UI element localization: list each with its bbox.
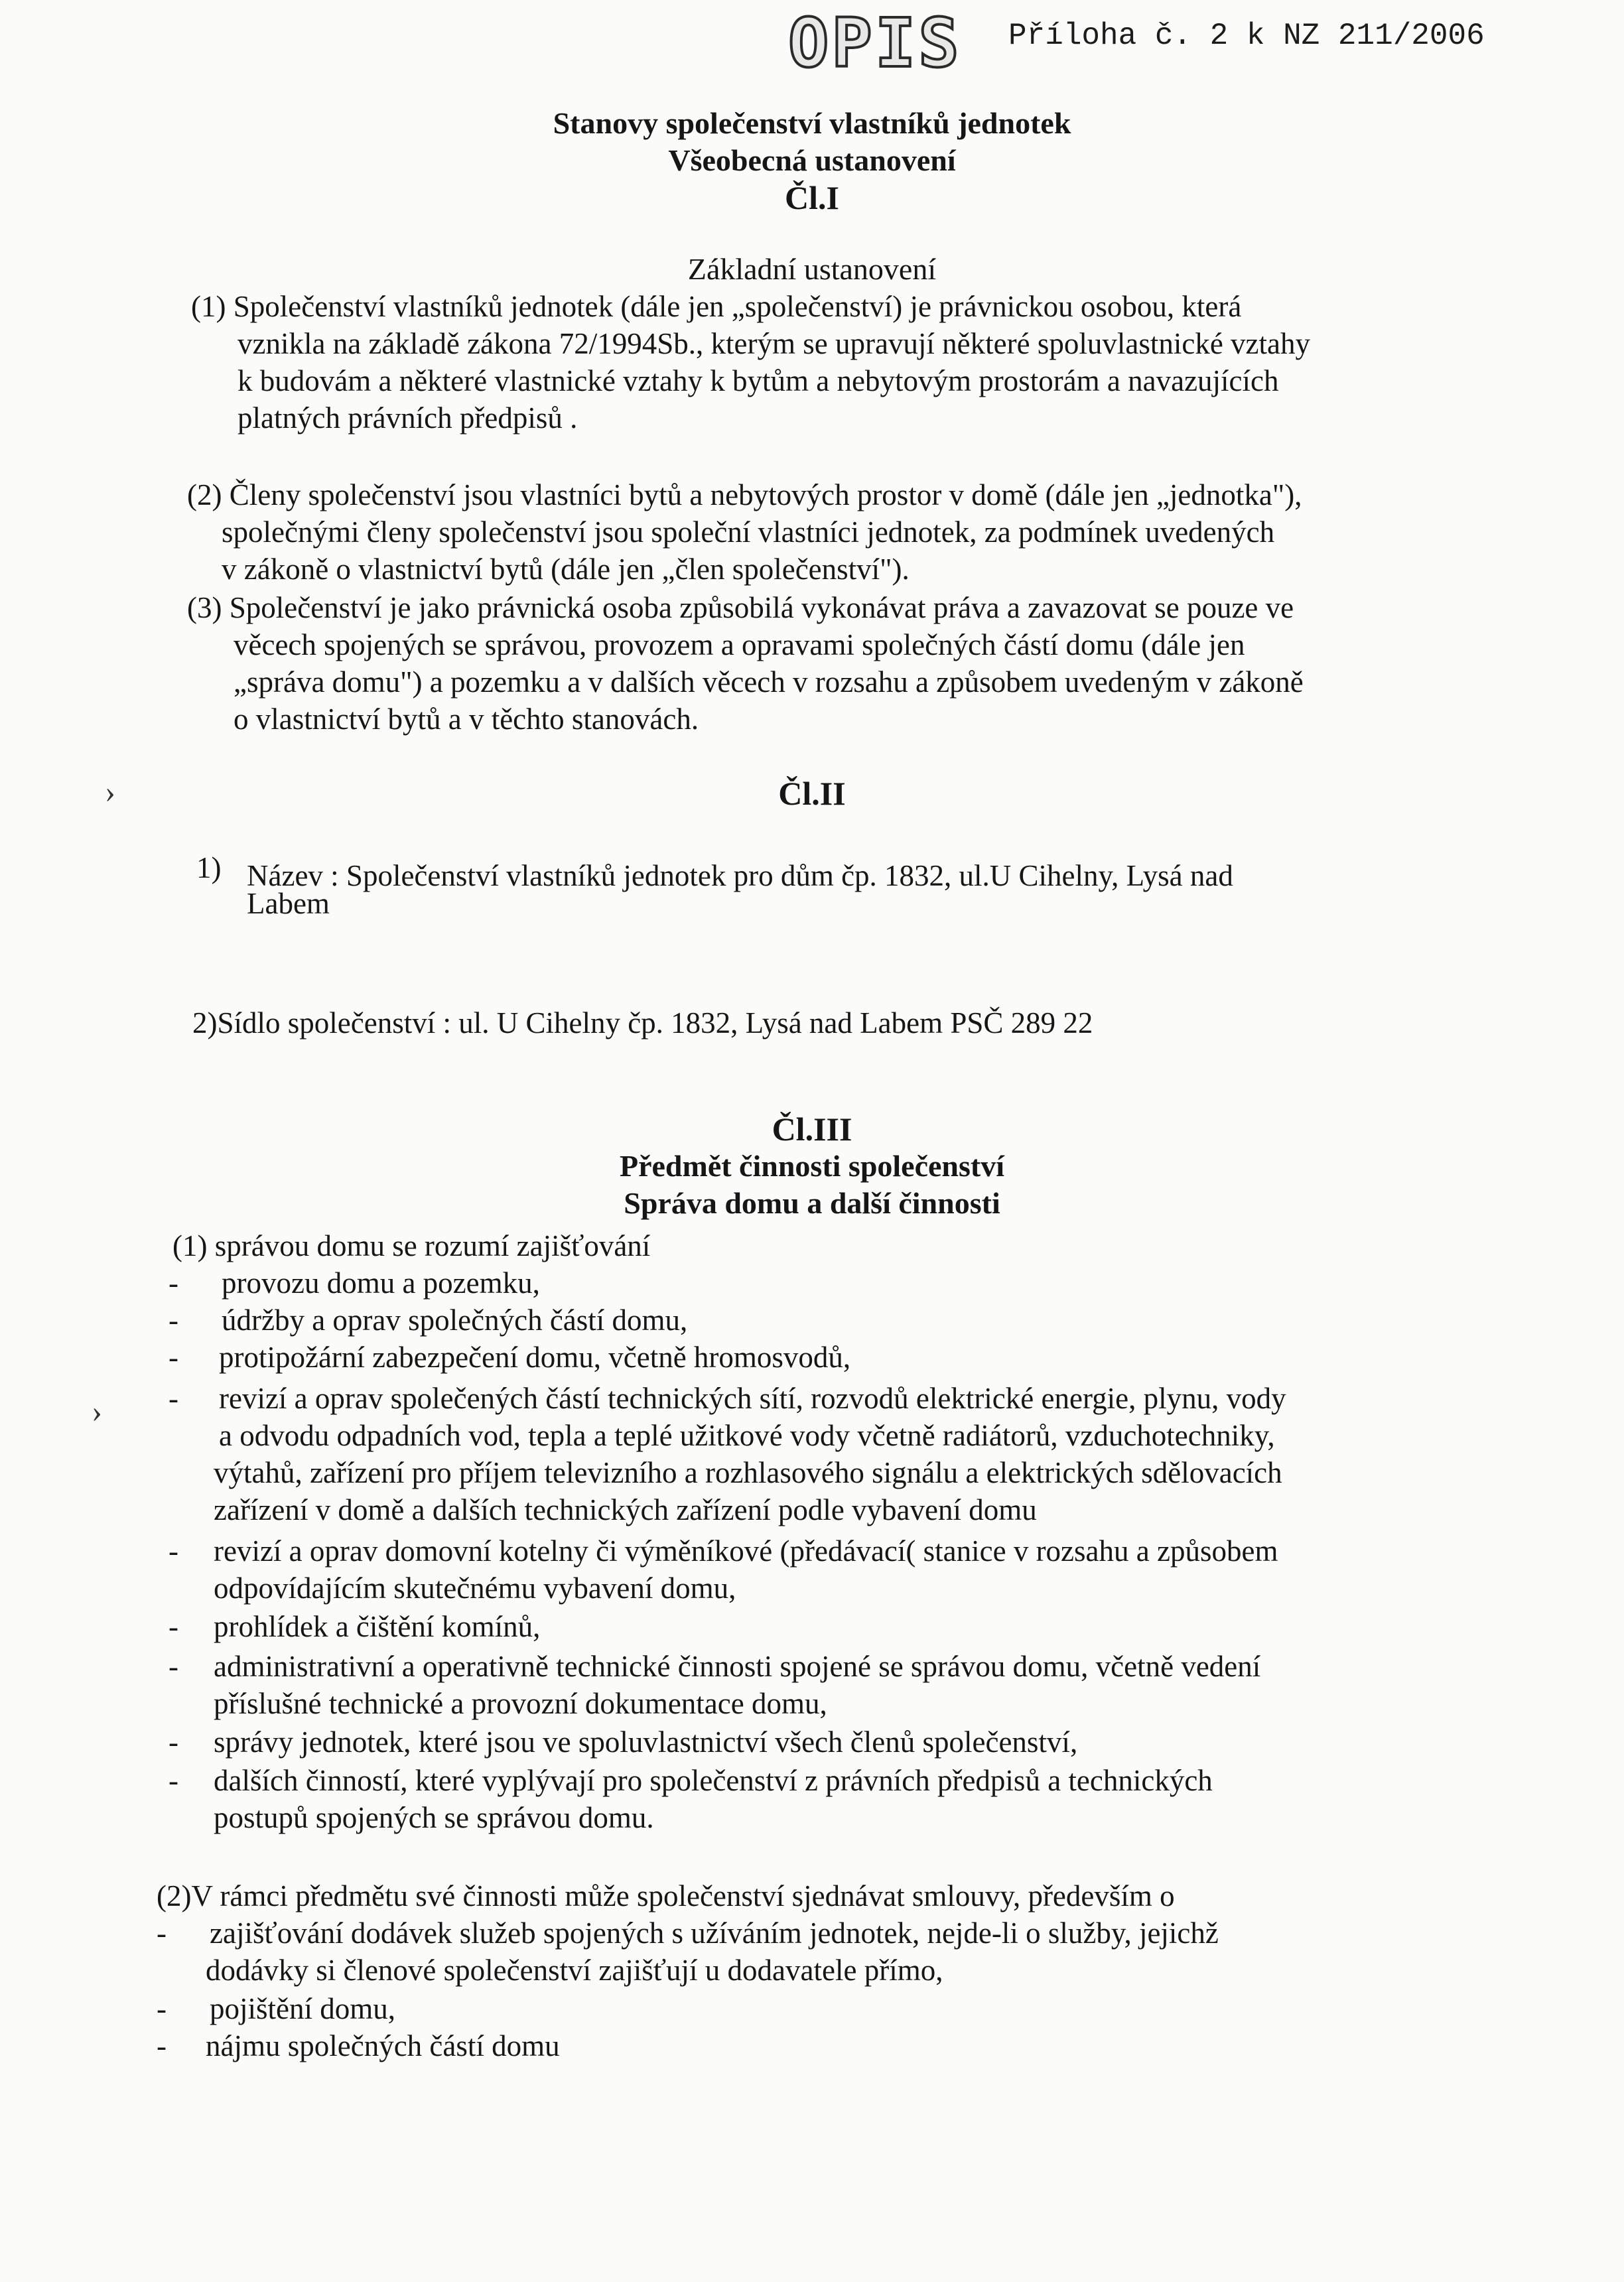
article-3-heading: Čl.III	[772, 1110, 852, 1148]
list1-item-2: údržby a oprav společných částí domu,	[222, 1304, 688, 1337]
list1-item-9-line-2: postupů spojených se správou domu.	[214, 1801, 654, 1834]
list-bullet: -	[169, 1725, 178, 1759]
scan-mark-icon: ›	[105, 774, 115, 809]
article-2-heading: Čl.II	[778, 775, 846, 812]
article-1-heading: Základní ustanovení	[687, 252, 937, 286]
article-2-heading-wrap	[0, 775, 1624, 812]
title-line-1: Stanovy společenství vlastníků jednotek	[553, 106, 1071, 140]
art1-p2-line-3: v zákoně o vlastnictví bytů (dále jen „člen společenství").	[222, 553, 910, 586]
article-1-heading-wrap	[0, 251, 1624, 288]
art1-p3-line-2: věcech spojených se správou, provozem a opravami společných částí domu (dále jen	[234, 628, 1245, 661]
list1-item-7-line-2: příslušné technické a provozní dokumentace domu,	[214, 1687, 827, 1720]
list1-item-4-line-4: zařízení v domě a dalších technických zařízení podle vybavení domu	[214, 1493, 1037, 1526]
list1-item-7-line-1: administrativní a operativně technické činnosti spojené se správou domu, včetně vedení	[214, 1650, 1261, 1683]
list-bullet: -	[169, 1650, 178, 1683]
list1-item-4-line-3: výtahů, zařízení pro příjem televizního a rozhlasového signálu a elektrických sdělovacích	[214, 1456, 1282, 1489]
list1-item-3: protipožární zabezpečení domu, včetně hromosvodů,	[219, 1341, 851, 1374]
list2-item-1-line-2: dodávky si členové společenství zajišťují u dodavatele přímo,	[206, 1954, 943, 1987]
art1-p3-line-1: (3) Společenství je jako právnická osoba způsobilá vykonávat práva a zavazovat se pouze ve	[187, 591, 1294, 624]
art2-item-2: 2)Sídlo společenství : ul. U Cihelny čp. 1832, Lysá nad Labem PSČ 289 22	[192, 1006, 1093, 1040]
list2-item-3: nájmu společných částí domu	[206, 2029, 560, 2062]
list1-item-5-line-2: odpovídajícím skutečnému vybavení domu,	[214, 1572, 736, 1605]
art1-p2-line-2: společnými členy společenství jsou společní vlastníci jednotek, za podmínek uvedených	[222, 515, 1275, 549]
art1-p1-line-4: platných právních předpisů .	[237, 401, 578, 435]
art1-p1-line-3: k budovám a některé vlastnické vztahy k bytům a nebytovým prostorám a navazujících	[237, 364, 1279, 397]
art1-p2-line-1: (2) Členy společenství jsou vlastníci bytů a nebytových prostor v domě (dále jen „jednotka"),	[187, 478, 1302, 511]
art1-p1-line-2: vznikla na základě zákona 72/1994Sb., kterým se upravují některé spoluvlastnické vztahy	[237, 327, 1310, 360]
list-bullet: -	[169, 1266, 178, 1300]
list-bullet: -	[169, 1610, 178, 1643]
list-bullet: -	[169, 1304, 178, 1337]
list-bullet: -	[169, 1382, 178, 1415]
list-bullet: -	[169, 1341, 178, 1374]
art2-item-1-line-1: Název : Společenství vlastníků jednotek pro dům čp. 1832, ul.U Cihelny, Lysá nad	[247, 859, 1233, 892]
annex-reference: Příloha č. 2 k NZ 211/2006	[1008, 19, 1485, 53]
document-title	[0, 105, 1624, 216]
art1-p1-line-1: (1) Společenství vlastníků jednotek (dále jen „společenství) je právnickou osobou, která	[191, 290, 1242, 323]
list1-item-1: provozu domu a pozemku,	[222, 1266, 540, 1300]
title-line-2: Všeobecná ustanovení	[668, 143, 956, 177]
art3-p2-intro: (2)V rámci předmětu své činnosti může společenství sjednávat smlouvy, především o	[157, 1879, 1175, 1913]
list-bullet: -	[169, 1534, 178, 1568]
list1-item-9-line-1: dalších činností, které vyplývají pro společenství z právních předpisů a technických	[214, 1764, 1213, 1797]
list-bullet: -	[157, 1992, 167, 2025]
list-bullet: -	[169, 1764, 178, 1797]
art1-p3-line-4: o vlastnictví bytů a v těchto stanovách.	[234, 703, 699, 736]
list2-item-2: pojištění domu,	[210, 1992, 395, 2025]
list1-item-8: správy jednotek, které jsou ve spoluvlastnictví všech členů společenství,	[214, 1725, 1078, 1759]
art2-item-1-line-2: Labem	[247, 887, 330, 920]
article-3-heading-wrap	[0, 1110, 1624, 1222]
list1-item-6: prohlídek a čištění komínů,	[214, 1610, 541, 1643]
scan-mark-icon: ›	[92, 1394, 102, 1429]
opis-stamp: OPIS	[788, 4, 962, 83]
article-3-subheading-1: Předmět činnosti společenství	[619, 1149, 1005, 1183]
list1-item-5-line-1: revizí a oprav domovní kotelny či výměníkové (předávací( stanice v rozsahu a způsobem	[214, 1534, 1278, 1568]
article-1-number: Čl.I	[785, 179, 839, 216]
list1-item-4-line-1: revizí a oprav společených částí technických sítí, rozvodů elektrické energie, plynu, vody	[219, 1382, 1286, 1415]
list2-item-1-line-1: zajišťování dodávek služeb spojených s užíváním jednotek, nejde-li o služby, jejichž	[210, 1916, 1219, 1950]
art1-p3-line-3: „správa domu") a pozemku a v dalších věcech v rozsahu a způsobem uvedeným v zákoně	[234, 665, 1304, 699]
list1-item-4-line-2: a odvodu odpadních vod, tepla a teplé užitkové vody včetně radiátorů, vzduchotechniky,	[219, 1419, 1275, 1452]
list-bullet: -	[157, 1916, 167, 1950]
art3-p1-intro: (1) správou domu se rozumí zajišťování	[172, 1229, 651, 1262]
list-bullet: -	[157, 2029, 167, 2062]
art2-item-1-number: 1)	[196, 851, 222, 884]
article-3-subheading-2: Správa domu a další činnosti	[624, 1186, 1000, 1220]
